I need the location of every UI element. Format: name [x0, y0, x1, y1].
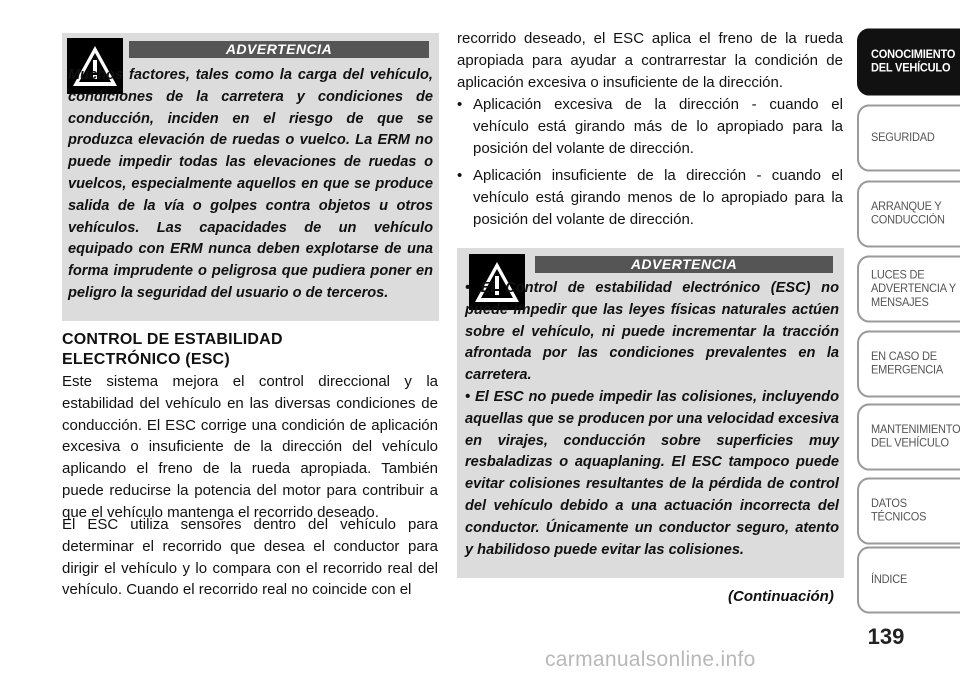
section-heading: CONTROL DE ESTABILIDAD ELECTRÓNICO (ESC) — [62, 331, 283, 368]
tab-datos-tecnicos[interactable]: DATOS TÉCNICOS — [857, 477, 960, 544]
tab-indice[interactable]: ÍNDICE — [857, 546, 960, 613]
list-item: • Aplicación insuficiente de la dirección - cuando el vehículo está girando menos de lo apropiado para la posición del volante de dirección. — [457, 167, 843, 228]
watermark: carmanualsonline.info — [545, 648, 756, 671]
paragraph-1: Este sistema mejora el control direccional y la estabilidad del vehículo en las diversas condiciones de conducción. El ESC corrige una condición de aplicación excesiva o insuficiente de la dirección del vehículo aplicando el freno de la rueda apropiada. También puede reducirse la potencia del motor para contribuir a que el vehículo mantenga el recorrido deseado. — [62, 373, 438, 521]
warning-header: ADVERTENCIA — [129, 41, 429, 58]
tab-mantenimiento-del-vehiculo[interactable]: MANTENIMIENTO DEL VEHÍCULO — [857, 403, 960, 470]
paragraph-2-continued: recorrido deseado, el ESC aplica el freno de la rueda apropiada para ayudar a contrarrestar la condición de aplicación excesiva o insuficiente de la dirección. — [457, 30, 843, 91]
tab-luces-de-advertencia[interactable]: LUCES DE ADVERTENCIA Y MENSAJES — [857, 255, 960, 322]
paragraph-2: El ESC utiliza sensores dentro del vehículo para determinar el recorrido que desea el conductor para dirigir el vehículo y lo compara con el recorrido real del vehículo. Cuando el recorrido real no coincide con el — [62, 516, 438, 599]
warning-box-2 — [457, 248, 844, 578]
list-item: • Aplicación excesiva de la dirección - cuando el vehículo está girando más de lo apropiado para la posición del volante de dirección. — [457, 96, 843, 157]
warning-header: ADVERTENCIA — [535, 256, 833, 273]
page-number: 139 — [867, 624, 905, 649]
continuation-note: (Continuación) — [728, 588, 834, 605]
warning-text: • El Control de estabilidad electrónico (ESC) no puede impedir que las leyes físicas naturales actúen sobre el vehículo, ni puede incrementar la tracción afrontada por las condiciones prevalentes en la carretera. • El ESC no puede impedir las colisiones, incluyendo aquellas que se producen por una velocidad excesiva en virajes, conducción sobre superficies muy resbaladizas o aquaplaning. El ESC tampoco puede evitar colisiones resultantes de la pérdida de control del vehículo debido a una actuación incorrecta del conductor. Únicamente un conductor seguro, atento y habilidoso puede evitar las colisiones. — [465, 280, 839, 558]
tab-arranque-y-conduccion[interactable]: ARRANQUE Y CONDUCCIÓN — [857, 180, 960, 247]
steering-bullet-list — [457, 94, 843, 237]
tab-conocimiento-del-vehiculo[interactable]: CONOCIMIENTO DEL VEHÍCULO — [857, 28, 960, 95]
warning-text: Muchos factores, tales como la carga del vehículo, condiciones de la carretera y condiciones de conducción, inciden en el riesgo de que se produzca elevación de ruedas o vuelco. La ERM no puede impedir todas las elevaciones de ruedas o vuelcos, especialmente aquellos en que se produce salida de la vía o golpes contra objetos u otros vehículos. Las capacidades de un vehículo equipado con ERM nunca deben explotarse de una forma imprudente o peligrosa que pudiera poner en peligro la seguridad del usuario o de terceros. — [68, 67, 433, 301]
warning-box-1 — [62, 33, 439, 321]
tab-seguridad[interactable]: SEGURIDAD — [857, 104, 960, 171]
tab-en-caso-de-emergencia[interactable]: EN CASO DE EMERGENCIA — [857, 330, 960, 397]
